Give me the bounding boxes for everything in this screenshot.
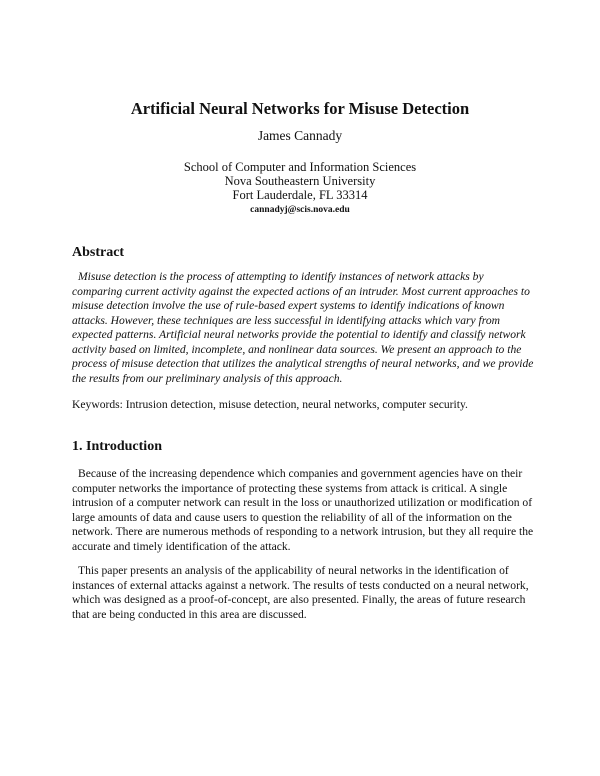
introduction-heading: 1. Introduction bbox=[72, 439, 162, 454]
author-email: cannadyj@scis.nova.edu bbox=[250, 204, 350, 215]
introduction-paragraph: This paper presents an analysis of the applicability of neural networks in the identification of instances of external attacks against a network. The results of tests conducted on a neural network, which was designed as a proof-of-concept, are also presented. Finally, the areas of future research that are being conducted in this area are discussed. bbox=[72, 564, 529, 621]
abstract-text: Misuse detection is the process of attempting to identify instances of network attacks by comparing current activity against the expected actions of an intruder. Most current approaches to misuse detection involve the use of rule-based expert systems to identify indications of known attacks. However, these techniques are less successful in identifying attacks which vary from expected patterns. Artificial neural networks provide the potential to identify and classify network activity based on limited, incomplete, and nonlinear data sources. We present an approach to the process of misuse detection that utilizes the analytical strengths of neural networks, and we provide the results from our preliminary analysis of this approach. bbox=[72, 270, 534, 385]
author-affiliation bbox=[0, 160, 600, 217]
affiliation-school: School of Computer and Information Sciences bbox=[183, 160, 417, 174]
affiliation-location: Fort Lauderdale, FL 33314 bbox=[232, 188, 368, 203]
abstract-heading: Abstract bbox=[72, 245, 125, 260]
keywords: Keywords: Intrusion detection, misuse detection, neural networks, computer security. bbox=[72, 398, 468, 411]
paper-title: Artificial Neural Networks for Misuse Detection bbox=[130, 99, 470, 118]
author-name: James Cannady bbox=[257, 128, 343, 143]
affiliation-university: Nova Southeastern University bbox=[224, 174, 376, 189]
introduction-paragraph: Because of the increasing dependence which companies and government agencies have on their computer networks the importance of protecting these systems from attack is critical. A single intrusion of a computer network can result in the loss or unauthorized utilization or modification of large amounts of data and cause users to question the reliability of all of the information on the network. There are numerous methods of responding to a network intrusion, but they all require the accurate and timely identification of the attack. bbox=[72, 467, 534, 553]
